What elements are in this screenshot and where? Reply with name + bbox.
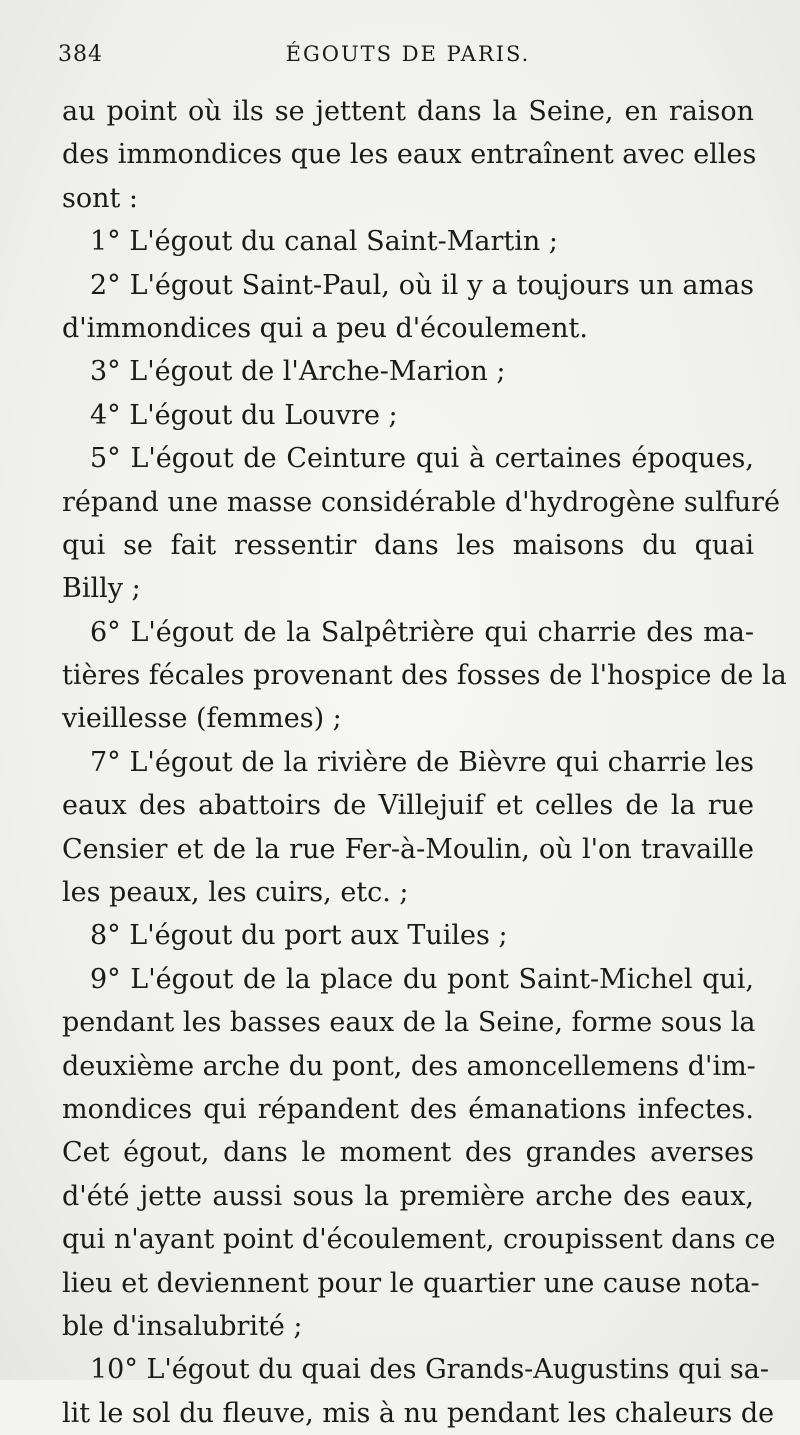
text-line: lieu et deviennent pour le quartier une cause nota-	[62, 1267, 760, 1299]
page-number: 384	[58, 42, 103, 67]
text-line: mondices qui répandent des émanations infectes.	[62, 1093, 754, 1125]
text-line: tières fécales provenant des fosses de l'hospice de la	[62, 660, 787, 692]
text-line: Cet égout, dans le moment des grandes averses	[62, 1137, 754, 1169]
text-line: au point où ils se jettent dans la Seine, en raison	[62, 96, 754, 127]
text-line: 5° L'égout de Ceinture qui à certaines époques,	[90, 443, 754, 475]
text-line: 4° L'égout du Louvre ;	[90, 399, 398, 431]
text-line: 1° L'égout du canal Saint-Martin ;	[90, 226, 558, 258]
text-line: qui n'ayant point d'écoulement, croupissent dans ce	[62, 1224, 776, 1256]
text-line: 2° L'égout Saint-Paul, où il y a toujours un amas	[90, 269, 754, 301]
text-line: eaux des abattoirs de Villejuif et celles de la rue	[62, 790, 754, 822]
text-line: 9° L'égout de la place du pont Saint-Michel qui,	[90, 963, 754, 995]
text-line: pendant les basses eaux de la Seine, forme sous la	[62, 1007, 756, 1039]
text-line: Censier et de la rue Fer-à-Moulin, où l'on travaille	[62, 833, 754, 865]
text-line: vieillesse (femmes) ;	[62, 703, 342, 735]
text-line: d'été jette aussi sous la première arche des eaux,	[62, 1180, 754, 1212]
text-line: Billy ;	[62, 573, 141, 605]
text-line: les peaux, les cuirs, etc. ;	[62, 877, 409, 909]
text-line: 10° L'égout du quai des Grands-Augustins qui sa-	[90, 1354, 769, 1386]
text-line: 3° L'égout de l'Arche-Marion ;	[90, 356, 506, 388]
running-head: ÉGOUTS DE PARIS.	[285, 42, 531, 66]
text-line: 7° L'égout de la rivière de Bièvre qui charrie les	[90, 746, 754, 778]
text-line: qui se fait ressentir dans les maisons du quai	[62, 529, 754, 561]
page-header	[58, 42, 754, 78]
text-line: répand une masse considérable d'hydrogène sulfuré	[62, 486, 780, 518]
text-line: deuxième arche du pont, des amoncellemens d'im-	[62, 1050, 756, 1082]
text-line: ble d'insalubrité ;	[62, 1310, 303, 1342]
text-line: 8° L'égout du port aux Tuiles ;	[90, 920, 508, 952]
text-line: d'immondices qui a peu d'écoulement.	[62, 312, 588, 344]
text-line: des immondices que les eaux entraînent avec elles	[62, 139, 757, 171]
text-line: lit le sol du fleuve, mis à nu pendant les chaleurs de	[62, 1397, 775, 1429]
text-line: 6° L'égout de la Salpêtrière qui charrie des ma-	[90, 616, 754, 648]
body-text	[62, 90, 787, 1435]
text-line: sont :	[62, 182, 139, 214]
